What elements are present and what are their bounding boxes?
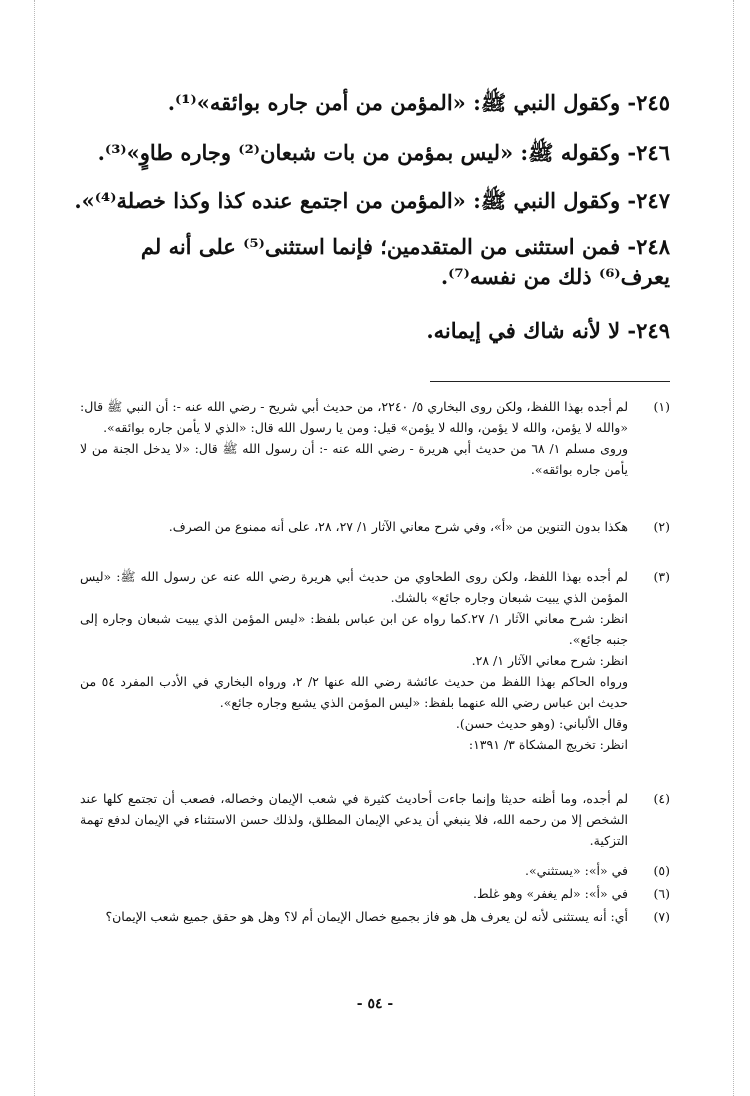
footnote-text: في «أ»: «لم يغفر» وهو غلط. [473, 886, 628, 901]
footnote-number: (٣) [653, 569, 670, 584]
footnote-6 [80, 883, 670, 904]
footnote-text: لم أجده بهذا اللفظ، ولكن روى البخاري ٥/ ٢٢٤٠، من حديث أبي شريح - رضي الله عنه -: أن النبي ﷺ قال: «والله لا يؤمن، والله لا يؤمن، والله لا يؤمن» قيل: ومن يا رسول الله قال: «الذي لا يأمن جاره بوائقه». [80, 399, 629, 435]
footnote-2 [80, 516, 670, 537]
footnote-number: (١) [653, 399, 670, 414]
footnote-text: انظر: شرح معاني الآثار ١/ ٢٧.كما رواه عن ابن عباس بلفظ: «ليس المؤمن الذي يبيت شبعان وجاره إلى جنبه جائع». [80, 611, 628, 647]
footnote-text: انظر: تخريج المشكاة ٣/ ١٣٩١: [468, 737, 628, 752]
document-page [74, 0, 670, 1096]
footnote-number: (٢) [653, 519, 670, 534]
footnote-text: لم أجده، وما أظنه حديثا وإنما جاءت أحاديث كثيرة في شعب الإيمان وخصاله، فصعب أن تجتمع كلها عند الشخص إلا من رحمه الله، فلا ينبغي أن يدعي الإيمان المطلق، ولذلك حسن الاستثناء في الإيمان لدفع تهمة التزكية. [80, 791, 628, 848]
footnote-text: انظر: شرح معاني الآثار ١/ ٢٨. [471, 653, 628, 668]
footnote-3 [80, 566, 670, 755]
footnote-text: ورواه الحاكم بهذا اللفظ من حديث عائشة رضي الله عنها ٢/ ٢، ورواه البخاري في الأدب المفرد ٥٤ من حديث ابن عباس رضي الله عنهما بلفظ: «ليس المؤمن الذي يشبع وجاره جائع». [80, 674, 628, 710]
left-margin-guide [34, 0, 35, 1096]
footnote-number: (٧) [653, 909, 670, 924]
footnote-4 [80, 788, 670, 851]
right-margin-guide [733, 0, 734, 1096]
footnote-number: (٦) [653, 886, 670, 901]
main-item-248: ٢٤٨- فمن استثنى من المتقدمين؛ فإنما استثنى⁽⁵⁾ على أنه لم يعرف⁽⁶⁾ ذلك من نفسه⁽⁷⁾. [140, 234, 670, 289]
footnote-number: (٥) [653, 863, 670, 878]
footnote-1 [80, 396, 670, 480]
footnote-text: أي: أنه يستثنى لأنه لن يعرف هل هو فاز بجميع خصال الإيمان أم لا؟ وهل هو حقق جميع شعب الإيمان؟ [105, 909, 628, 924]
footnote-7 [80, 906, 670, 927]
page-number: - ٥٤ - [356, 996, 394, 1012]
main-item-249: ٢٤٩- لا لأنه شاك في إيمانه. [426, 318, 670, 343]
footnote-text: وقال الألباني: (وهو حديث حسن). [455, 716, 628, 731]
main-item-245: ٢٤٥- وكقول النبي ﷺ: «المؤمن من أمن جاره بوائقه»⁽¹⁾. [167, 90, 670, 115]
footnote-5 [80, 860, 670, 881]
footnote-text: وروى مسلم ١/ ٦٨ من حديث أبي هريرة - رضي الله عنه -: أن رسول الله ﷺ قال: «لا يدخل الجنة من لا يأمن جاره بوائقه». [80, 441, 628, 477]
footnote-text: لم أجده بهذا اللفظ، ولكن روى الطحاوي من حديث أبي هريرة رضي الله عنه عن رسول الله ﷺ: «ليس المؤمن الذي يبيت شبعان وجاره جائع» بالشك. [80, 569, 628, 605]
footnote-text: في «أ»: «يستثني». [525, 863, 628, 878]
footnote-number: (٤) [653, 791, 670, 806]
main-item-247: ٢٤٧- وكقول النبي ﷺ: «المؤمن من اجتمع عنده كذا وكذا خصلة⁽⁴⁾». [74, 188, 670, 213]
footnote-separator [430, 381, 670, 382]
footnote-text: هكذا بدون التنوين من «أ»، وفي شرح معاني الآثار ١/ ٢٧، ٢٨، على أنه ممنوع من الصرف. [168, 519, 628, 534]
main-item-246: ٢٤٦- وكقوله ﷺ: «ليس بمؤمن من بات شبعان⁽²⁾ وجاره طاوٍ»⁽³⁾. [97, 140, 670, 165]
